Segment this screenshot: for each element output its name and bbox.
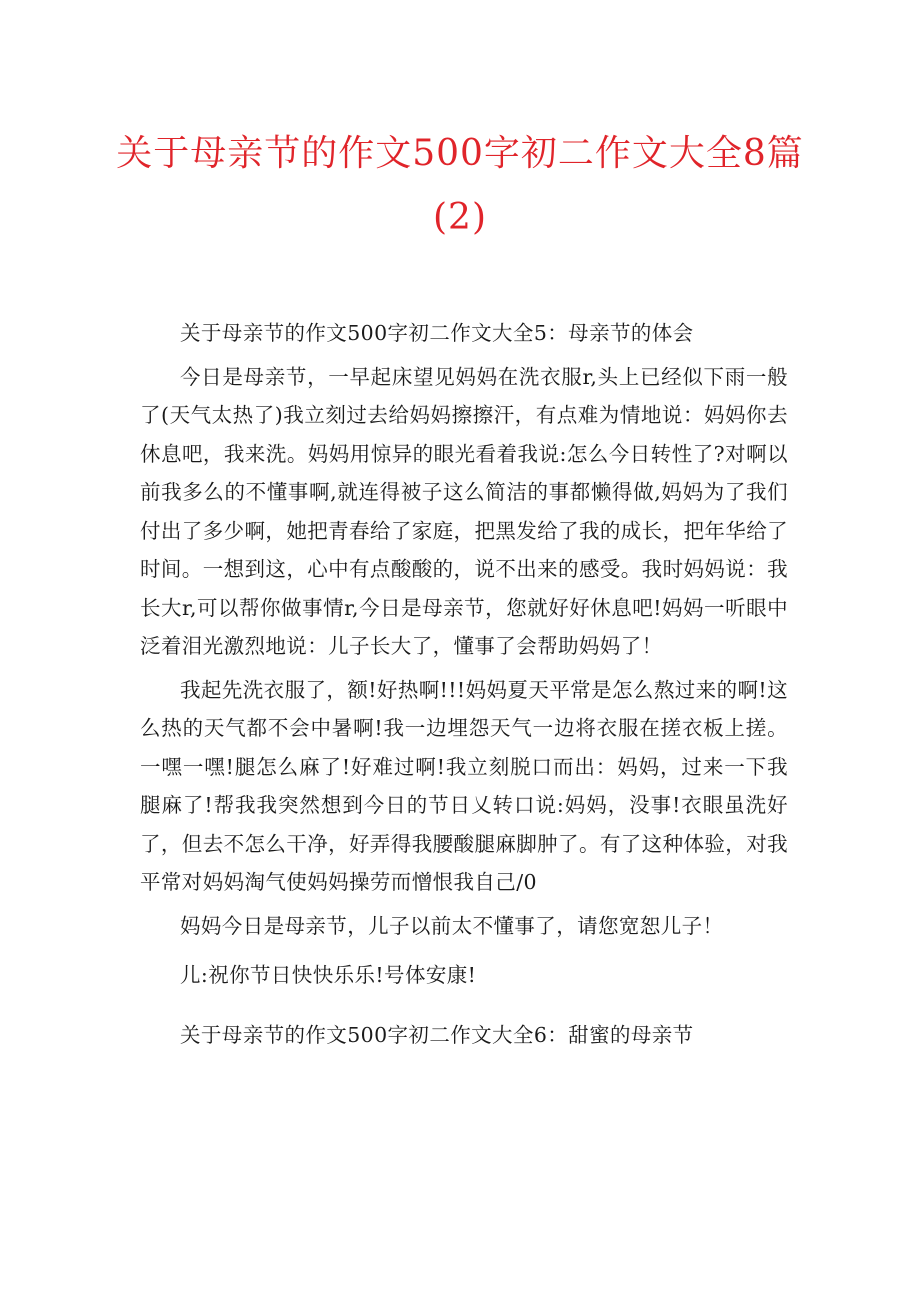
- paragraph-2: 我起先洗衣服了，额!好热啊!!!妈妈夏天平常是怎么熬过来的啊!这么热的天气都不会中暑啊!我一边埋怨天气一边将衣服在搓衣板上搓。一嘿一嘿!腿怎么麻了!好难过啊!我立刻脱口而出：妈妈，过来一下我腿麻了!帮我我突然想到今日的节日乂转口说:妈妈，没事!衣眼虽洗好了，但去不怎么干净，好弄得我腰酸腿麻脚肿了。有了这种体验，对我平常对妈妈淘气使妈妈操劳而憎恨我自己/0: [140, 677, 788, 894]
- title-line-1: 关于母亲节的作文500字初二作文大全8篇: [116, 133, 804, 174]
- section-heading-6: 关于母亲节的作文500字初二作文大全6：甜蜜的母亲节: [180, 1022, 694, 1047]
- paragraph-4: 儿:祝你节日快快乐乐!号体安康!: [180, 963, 477, 987]
- section-heading-5: 关于母亲节的作文500字初二作文大全5：母亲节的体会: [180, 321, 694, 345]
- document-title: [0, 122, 920, 250]
- article-body: [140, 314, 788, 1054]
- paragraph-3: 妈妈今日是母亲节，儿子以前太不懂事了，请您宽恕儿子！: [180, 913, 724, 938]
- title-line-2: (2): [433, 197, 487, 238]
- paragraph-1: 今日是母亲节，一早起床望见妈妈在洗衣服r,头上已经似下雨一般了(天气太热了)我立刻过去给妈妈擦擦汗，有点难为情地说：妈妈你去休息吧，我来洗。妈妈用惊异的眼光看着我说:怎么今日转性了?对啊以前我多么的不懂事啊,就连得被子这么简洁的事都懒得做,妈妈为了我们付出了多少啊，她把青春给了家庭，把黑发给了我的成长，把年华给了时间。一想到这，心中有点酸酸的，说不出来的感受。我时妈妈说：我长大r,可以帮你做事情r,今日是母亲节，您就好好休息吧!妈妈一听眼中泛着泪光激烈地说：儿子长大了，懂事了会帮助妈妈了！: [140, 364, 788, 658]
